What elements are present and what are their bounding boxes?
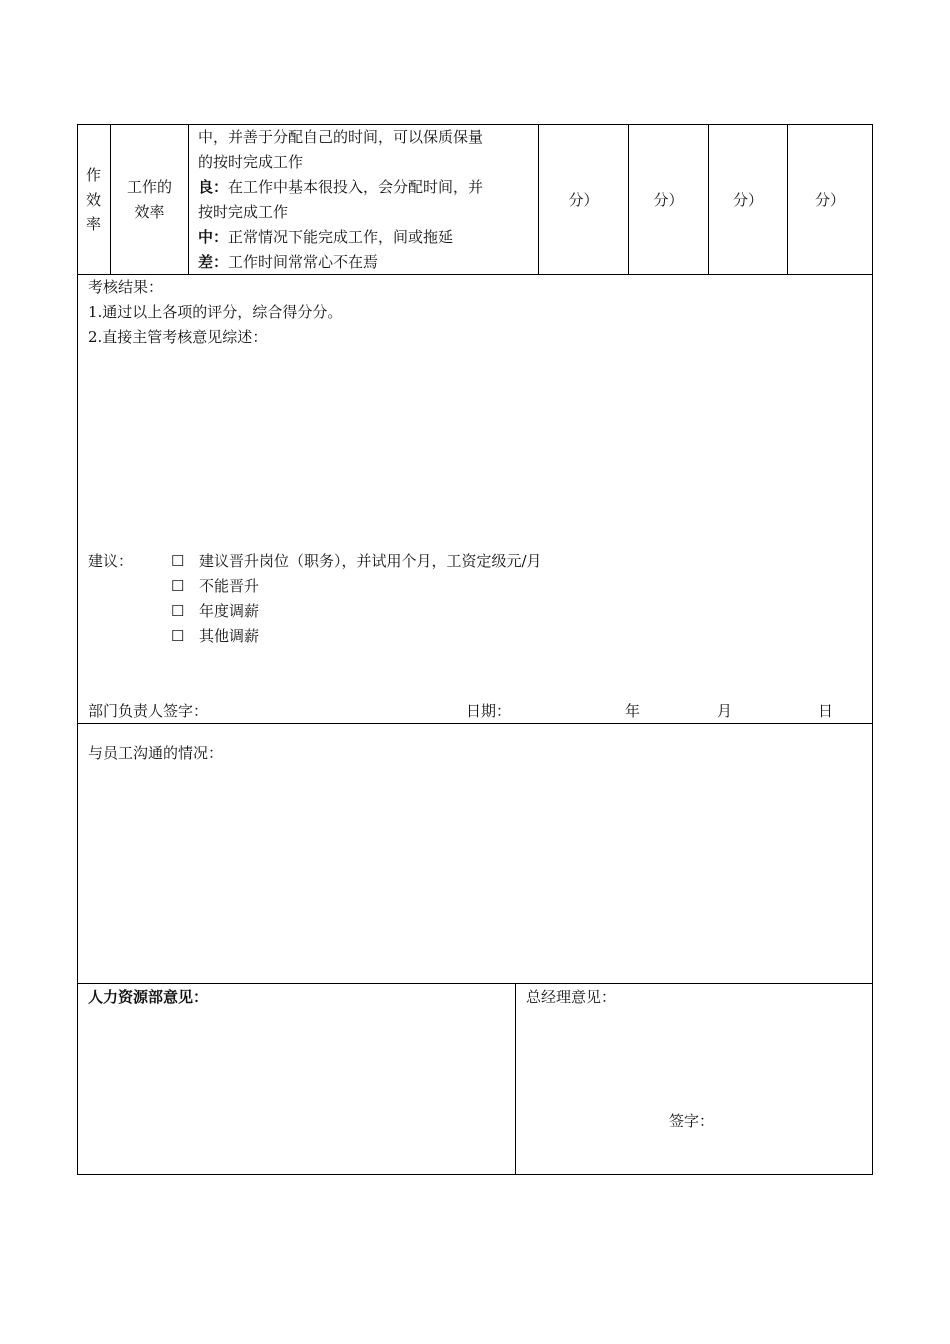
criteria-grade: 差：	[198, 253, 229, 271]
option-label: 其他调薪	[199, 627, 260, 645]
col-divider-2	[188, 124, 189, 275]
suggest-label: 建议：	[88, 552, 134, 570]
date-year: 年	[625, 702, 641, 720]
communication-label: 与员工沟通的情况：	[88, 744, 224, 762]
category-char: 作	[86, 166, 102, 184]
suggest-option[interactable]	[171, 576, 259, 596]
score-cell: 分）	[814, 191, 845, 209]
criteria-text: 中，并善于分配自己的时间，可以保质保量	[198, 128, 484, 146]
gm-opinion-label: 总经理意见：	[526, 988, 617, 1006]
checkbox-icon[interactable]: ☐	[171, 627, 185, 645]
suggest-option[interactable]	[171, 601, 259, 621]
dept-sign-label: 部门负责人签字：	[88, 702, 209, 720]
table-border-top	[77, 124, 873, 125]
checkbox-icon[interactable]: ☐	[171, 577, 185, 595]
option-label: 建议晋升岗位（职务），并试用个月，工资定级元/月	[199, 552, 542, 570]
category-char: 效	[86, 191, 102, 209]
date-month: 月	[717, 702, 733, 720]
criteria-text: 工作时间常常心不在焉	[228, 253, 379, 271]
result-line-1: 1.通过以上各项的评分，综合得分分。	[88, 303, 343, 321]
item-name-line: 效率	[134, 203, 165, 221]
criteria-grade: 中：	[198, 228, 229, 246]
row-divider-3	[77, 983, 873, 984]
criteria-grade: 良：	[198, 178, 229, 196]
option-label: 年度调薪	[199, 602, 260, 620]
suggest-option[interactable]	[171, 551, 542, 571]
table-border-bottom	[77, 1174, 873, 1175]
option-label: 不能晋升	[199, 577, 260, 595]
score-cell: 分）	[653, 191, 684, 209]
result-line-2: 2.直接主管考核意见综述：	[88, 328, 268, 346]
date-label: 日期：	[466, 702, 512, 720]
criteria-text: 按时完成工作	[198, 203, 289, 221]
criteria-text: 在工作中基本很投入，会分配时间，并	[228, 178, 484, 196]
criteria-text: 的按时完成工作	[198, 153, 304, 171]
item-name-line: 工作的	[126, 178, 172, 196]
suggest-option[interactable]	[171, 626, 259, 646]
score-cell: 分）	[568, 191, 599, 209]
category-char: 率	[86, 215, 102, 233]
criteria-text: 正常情况下能完成工作，间或拖延	[228, 228, 454, 246]
row-divider-2	[77, 723, 873, 724]
table-border-right	[872, 124, 873, 1175]
table-border-left	[77, 124, 78, 1175]
checkbox-icon[interactable]: ☐	[171, 552, 185, 570]
date-day: 日	[818, 702, 834, 720]
row-divider-1	[77, 274, 873, 275]
checkbox-icon[interactable]: ☐	[171, 602, 185, 620]
criteria-line	[198, 152, 303, 172]
criteria-line	[198, 177, 483, 197]
criteria-line	[198, 252, 378, 272]
score-cell: 分）	[732, 191, 763, 209]
criteria-line	[198, 227, 453, 247]
col-divider-bottom	[515, 983, 516, 1175]
col-divider-1	[110, 124, 111, 275]
criteria-line	[198, 127, 483, 147]
criteria-line	[198, 202, 288, 222]
gm-sign-label: 签字：	[669, 1112, 715, 1130]
result-title: 考核结果：	[88, 278, 164, 296]
hr-opinion-label: 人力资源部意见：	[88, 988, 209, 1006]
